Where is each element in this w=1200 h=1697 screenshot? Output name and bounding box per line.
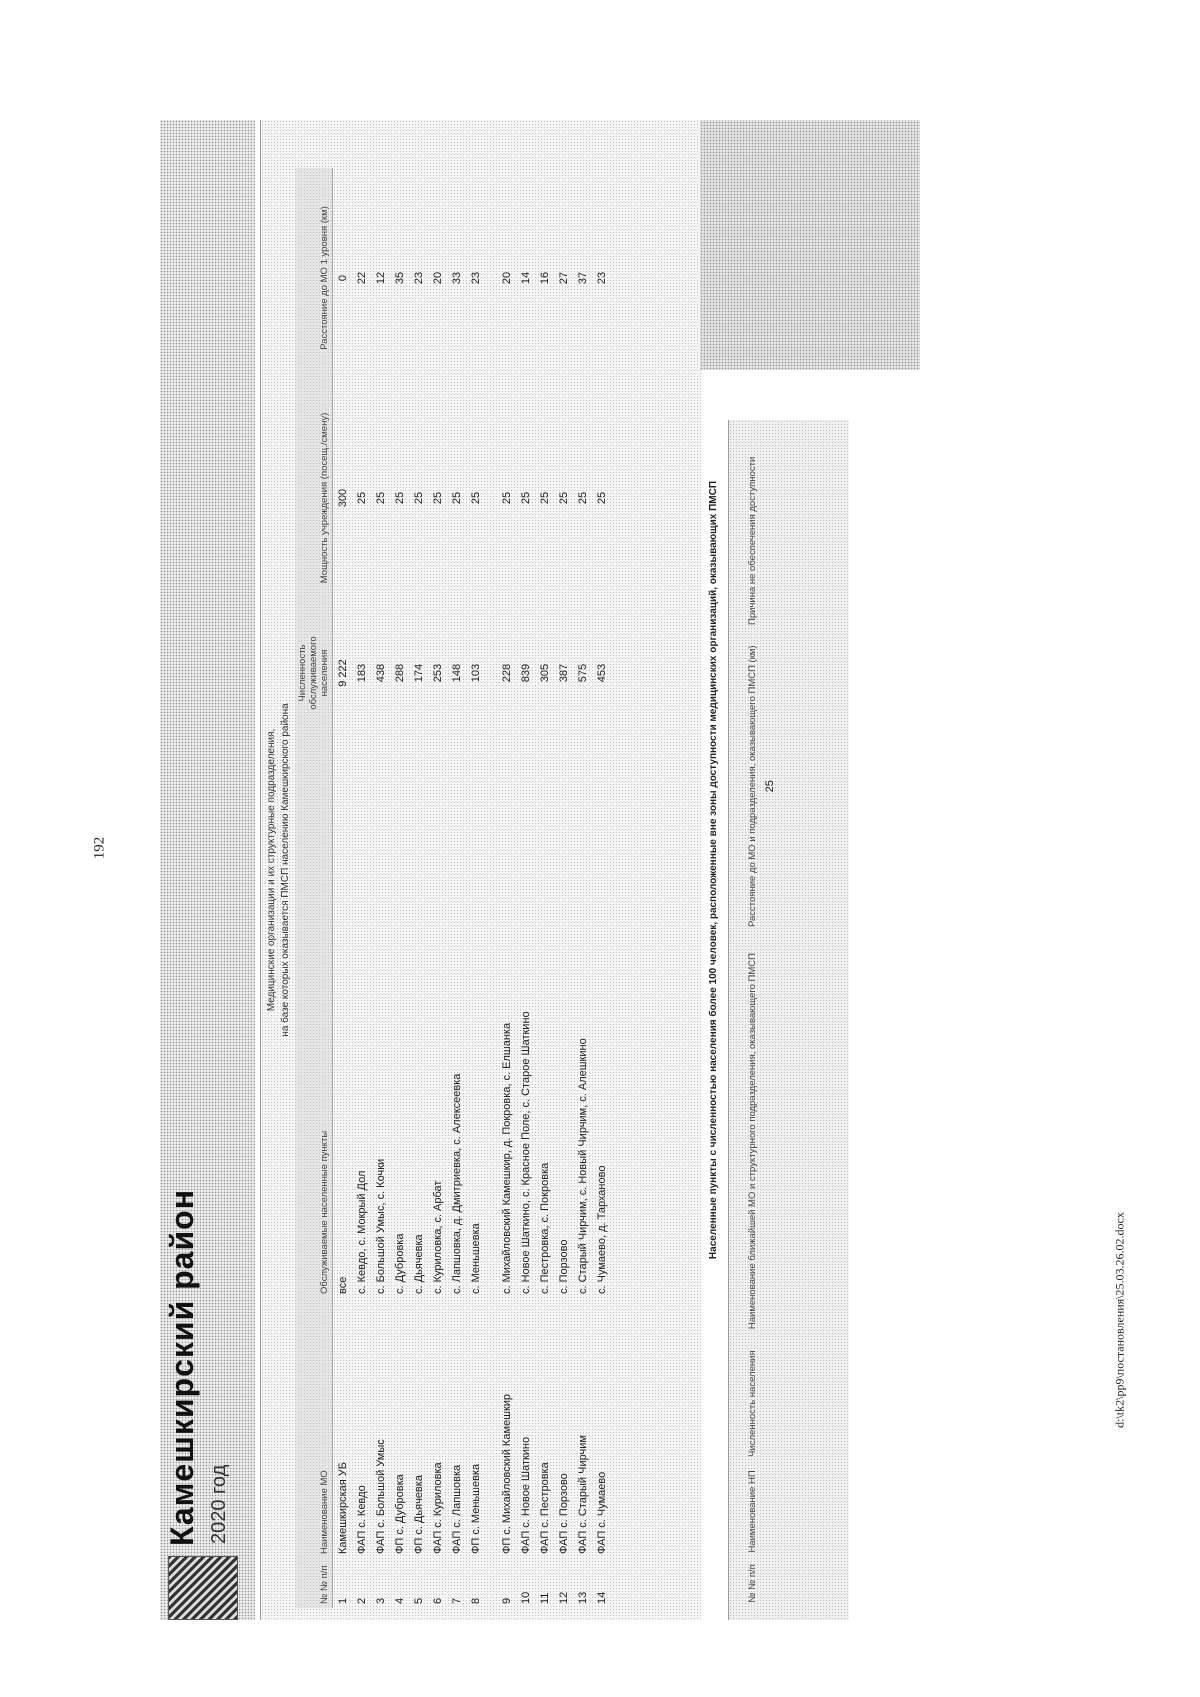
cell-population: 228	[500, 663, 513, 683]
table-row	[333, 168, 353, 1608]
sub-col-settlement: Наименование НП	[747, 1470, 758, 1553]
table-row	[390, 168, 409, 1608]
cell-population: 288	[393, 663, 406, 683]
table-row	[447, 168, 466, 1608]
cell-capacity: 25	[393, 491, 406, 505]
table-row	[592, 168, 611, 1608]
cell-number: 14	[595, 1591, 608, 1604]
sub-row	[760, 448, 780, 1608]
cell-points: все	[336, 1276, 349, 1294]
sub-col-number: № № п/п	[747, 1564, 758, 1603]
cell-mo-name: ФАП с. Лапшовка	[450, 1464, 463, 1554]
cell-number: 10	[519, 1591, 532, 1604]
cell-capacity: 25	[374, 491, 387, 505]
footer-file-path: d:\tk2\pp9\постановления\25.03.26.02.docx	[1112, 1212, 1127, 1428]
cell-number: 8	[469, 1597, 482, 1604]
sub-col-distance: Расстояние до МО и подразделения, оказывающего ПМСП (км)	[747, 645, 758, 928]
cell-points: с. Михайловский Камешкир, д. Покровка, с. Елшанка	[500, 1022, 513, 1294]
cell-points: с. Дубровка	[393, 1233, 406, 1294]
cell-mo-name: ФАП с. Порзово	[557, 1473, 570, 1554]
table-row	[352, 168, 371, 1608]
col-header-number: № № п/п	[295, 1558, 333, 1608]
col-header-capacity: Мощность учреждения (посещ./смену)	[295, 388, 333, 608]
cell-population: 305	[538, 663, 551, 683]
cell-mo-name: ФАП с. Чумаево	[595, 1471, 608, 1554]
cell-mo-name: ФП с. Дьячевка	[412, 1475, 425, 1554]
cell-number: 3	[374, 1597, 387, 1604]
cell-population: 438	[374, 663, 387, 683]
page-number: 192	[91, 836, 108, 860]
cell-distance: 20	[500, 271, 513, 285]
cell-number: 6	[431, 1597, 444, 1604]
cell-capacity: 25	[557, 491, 570, 505]
cell-distance: 12	[374, 271, 387, 285]
cell-population: 253	[431, 663, 444, 683]
corner-shade	[700, 120, 920, 370]
table-caption-line-2: на базе которых оказывается ПМСП населению Камешкирского района	[280, 703, 291, 1037]
cell-distance: 35	[393, 271, 406, 285]
cell-mo-name: ФАП с. Большой Умыс	[374, 1439, 387, 1554]
cell-capacity: 25	[412, 491, 425, 505]
table-row	[497, 168, 516, 1608]
cell-population: 387	[557, 663, 570, 683]
cell-mo-name: ФАП с. Старый Чирчим	[576, 1435, 589, 1554]
table-spacer-row	[485, 168, 497, 1608]
cell-population: 183	[355, 663, 368, 683]
cell-points: с. Дьячевка	[412, 1234, 425, 1294]
cell-number: 13	[576, 1591, 589, 1604]
table-row	[466, 168, 485, 1608]
cell-points: с. Чумаево, д. Тарханово	[595, 1165, 608, 1294]
cell-population: 839	[519, 663, 532, 683]
cell-mo-name: ФАП с. Кевдо	[355, 1485, 368, 1554]
cell-mo-name: ФАП с. Куриловка	[431, 1462, 444, 1554]
region-emblem-icon	[168, 1556, 238, 1620]
cell-distance: 16	[538, 271, 551, 285]
cell-distance: 20	[431, 271, 444, 285]
table-caption-line-1: Медицинские организации и их структурные подразделения,	[266, 728, 277, 1012]
cell-points: с. Старый Чирчим, с. Новый Чирчим, с. Алешкино	[576, 1038, 589, 1294]
cell-mo-name: ФАП с. Пестровка	[538, 1462, 551, 1554]
cell-population: 103	[469, 663, 482, 683]
header-band	[160, 120, 255, 1620]
table-row	[516, 168, 535, 1608]
cell-number: 4	[393, 1597, 406, 1604]
sub-header-row	[745, 448, 760, 1608]
cell-number: 9	[500, 1597, 513, 1604]
cell-mo-name: Камешкирская УБ	[336, 1462, 349, 1554]
cell-points: с. Кевдо, с. Мокрый Дол	[355, 1170, 368, 1294]
cell-number: 1	[336, 1597, 349, 1604]
cell-points: с. Меньшевка	[469, 1223, 482, 1294]
bottom-note: Населенные пункты с численностью населения более 100 человек, расположенные вне зоны доступности медицинских организаций, оказывающих ПМСП	[708, 480, 719, 1260]
remote-settlements-box	[728, 420, 849, 1620]
cell-number: 12	[557, 1591, 570, 1604]
cell-number: 2	[355, 1597, 368, 1604]
cell-points: с. Новое Шаткино, с. Красное Поле, с. Старое Шаткино	[519, 1011, 532, 1294]
cell-capacity: 25	[500, 491, 513, 505]
cell-number: 5	[412, 1597, 425, 1604]
cell-capacity: 25	[519, 491, 532, 505]
rotated-sheet	[160, 120, 920, 1620]
cell-distance: 27	[557, 271, 570, 285]
sub-col-population: Численность населения	[747, 1350, 758, 1457]
cell-distance: 33	[450, 271, 463, 285]
cell-number: 7	[450, 1597, 463, 1604]
cell-capacity: 25	[469, 491, 482, 505]
cell-distance: 14	[519, 271, 532, 285]
col-header-distance: Расстояние до МО 1 уровня (км)	[295, 168, 333, 388]
cell-population: 575	[576, 663, 589, 683]
cell-points: с. Куриловка, с. Арбат	[431, 1180, 444, 1294]
cell-population: 453	[595, 663, 608, 683]
sub-col-reason: Причина не обеспечения доступности	[747, 456, 758, 625]
cell-distance: 37	[576, 271, 589, 285]
cell-points: с. Пестровка, с. Покровка	[538, 1162, 551, 1294]
cell-capacity: 300	[336, 488, 349, 508]
cell-points: с. Порзово	[557, 1239, 570, 1294]
cell-mo-name: ФП с. Меньшевка	[469, 1463, 482, 1554]
table-row	[573, 168, 592, 1608]
col-header-population: Численность обслуживаемого населения	[295, 608, 333, 738]
col-header-points: Обслуживаемые населенные пункты	[295, 738, 333, 1298]
table-caption	[265, 120, 293, 1620]
table-row	[535, 168, 554, 1608]
table-header-row	[295, 168, 333, 1608]
cell-distance: 23	[595, 271, 608, 285]
table-row	[409, 168, 428, 1608]
sub-row-value: 25	[764, 780, 776, 793]
cell-mo-name: ФП с. Дубровка	[393, 1474, 406, 1554]
cell-capacity: 25	[595, 491, 608, 505]
sub-col-nearest-mo: Наименование ближайшей МО и структурного подразделения, оказывающего ПМСП	[747, 953, 758, 1330]
cell-capacity: 25	[431, 491, 444, 505]
cell-capacity: 25	[450, 491, 463, 505]
table-row	[554, 168, 573, 1608]
cell-mo-name: ФАП с. Новое Шаткино	[519, 1436, 532, 1554]
cell-capacity: 25	[576, 491, 589, 505]
cell-distance: 23	[469, 271, 482, 285]
col-header-mo: Наименование МО	[295, 1298, 333, 1558]
cell-points: с. Большой Умыс, с. Кочки	[374, 1158, 387, 1294]
cell-mo-name: ФП с. Михайловский Камешкир	[500, 1393, 513, 1554]
cell-capacity: 25	[538, 491, 551, 505]
remote-settlements-table	[745, 448, 780, 1608]
medical-organizations-table	[295, 168, 611, 1608]
main-table-box	[260, 120, 701, 1620]
table-row	[428, 168, 447, 1608]
cell-distance: 22	[355, 271, 368, 285]
cell-population: 174	[412, 663, 425, 683]
cell-number: 11	[538, 1592, 551, 1604]
district-title: Камешкирский район	[164, 1188, 200, 1546]
district-year: 2020 год	[208, 1464, 230, 1544]
cell-points: с. Лапшовка, д. Дмитриевка, с. Алексеевка	[450, 1073, 463, 1294]
cell-distance: 23	[412, 271, 425, 285]
cell-distance: 0	[336, 274, 349, 282]
cell-population: 148	[450, 663, 463, 683]
cell-population: 9 222	[336, 659, 349, 687]
cell-capacity: 25	[355, 491, 368, 505]
table-row	[371, 168, 390, 1608]
